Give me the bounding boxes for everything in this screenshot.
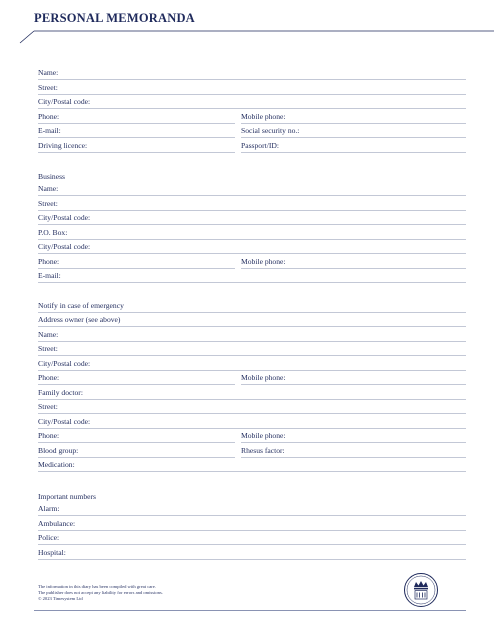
footer-line-2: The publisher does not accept any liability for errors and omissions. xyxy=(38,590,163,595)
doctor-street-label: Street: xyxy=(38,402,58,411)
blood-group-field[interactable] xyxy=(38,444,235,458)
phone-label: Phone: xyxy=(38,112,60,121)
emergency-city-field[interactable] xyxy=(38,357,466,371)
important-heading: Important numbers xyxy=(38,492,96,501)
licence-field[interactable] xyxy=(38,139,235,153)
footer-line-1: The information in this diary has been compiled with great care. xyxy=(38,584,156,589)
emergency-street-label: Street: xyxy=(38,344,58,353)
emergency-phone-field[interactable] xyxy=(38,371,235,385)
emergency-city-label: City/Postal code: xyxy=(38,359,91,368)
medication-field[interactable] xyxy=(38,458,466,472)
family-doctor-label: Family doctor: xyxy=(38,388,83,397)
street-label: Street: xyxy=(38,83,58,92)
business-pobox-field[interactable] xyxy=(38,226,466,240)
emergency-heading xyxy=(38,299,466,313)
doctor-city-label: City/Postal code: xyxy=(38,417,91,426)
rhesus-factor-label: Rhesus factor: xyxy=(241,446,285,455)
doctor-phone-field[interactable] xyxy=(38,429,235,443)
emergency-name-field[interactable] xyxy=(38,328,466,342)
doctor-street-field[interactable] xyxy=(38,400,466,414)
medication-label: Medication: xyxy=(38,460,75,469)
ssn-field[interactable] xyxy=(241,124,466,138)
hospital-label: Hospital: xyxy=(38,548,66,557)
footer-line-3: © 2023 Timesystem Ltd xyxy=(38,596,83,601)
business-heading: Business xyxy=(38,172,66,181)
mobile-label: Mobile phone: xyxy=(241,112,286,121)
bottom-rule xyxy=(34,610,466,611)
email-label: E-mail: xyxy=(38,126,61,135)
business-city-field[interactable] xyxy=(38,211,466,225)
alarm-label: Alarm: xyxy=(38,504,60,513)
address-owner-label: Address owner (see above) xyxy=(38,315,121,324)
blood-group-label: Blood group: xyxy=(38,446,79,455)
business-email-field[interactable] xyxy=(38,269,466,283)
emergency-mobile-label: Mobile phone: xyxy=(241,373,286,382)
phone-field[interactable] xyxy=(38,110,235,124)
page-title: PERSONAL MEMORANDA xyxy=(34,11,195,25)
city-field[interactable] xyxy=(38,95,466,109)
business-street-label: Street: xyxy=(38,199,58,208)
street-field[interactable] xyxy=(38,81,466,95)
family-doctor-field[interactable] xyxy=(38,386,466,400)
business-pobox-label: P.O. Box: xyxy=(38,228,68,237)
police-field[interactable] xyxy=(38,531,466,545)
address-owner-field[interactable] xyxy=(38,313,466,327)
business-name-label: Name: xyxy=(38,184,59,193)
city-label: City/Postal code: xyxy=(38,97,91,106)
mobile-field[interactable] xyxy=(241,110,466,124)
doctor-city-field[interactable] xyxy=(38,415,466,429)
passport-label: Passport/ID: xyxy=(241,141,279,150)
business-phone-label: Phone: xyxy=(38,257,60,266)
doctor-mobile-field[interactable] xyxy=(241,429,466,443)
emergency-phone-label: Phone: xyxy=(38,373,60,382)
emergency-name-label: Name: xyxy=(38,330,59,339)
emergency-heading-label: Notify in case of emergency xyxy=(38,301,124,310)
business-mobile-label: Mobile phone: xyxy=(241,257,286,266)
business-city-label: City/Postal code: xyxy=(38,213,91,222)
alarm-field[interactable] xyxy=(38,502,466,516)
crown-seal-icon xyxy=(403,572,439,608)
business-email-label: E-mail: xyxy=(38,271,61,280)
doctor-mobile-label: Mobile phone: xyxy=(241,431,286,440)
business-mobile-field[interactable] xyxy=(241,255,466,269)
emergency-street-field[interactable] xyxy=(38,342,466,356)
ambulance-field[interactable] xyxy=(38,517,466,531)
ssn-label: Social security no.: xyxy=(241,126,300,135)
licence-label: Driving licence: xyxy=(38,141,88,150)
hospital-field[interactable] xyxy=(38,546,466,560)
passport-field[interactable] xyxy=(241,139,466,153)
emergency-mobile-field[interactable] xyxy=(241,371,466,385)
business-city2-label: City/Postal code: xyxy=(38,242,91,251)
ambulance-label: Ambulance: xyxy=(38,519,76,528)
footer-disclaimer xyxy=(38,584,163,602)
business-name-field[interactable] xyxy=(38,182,466,196)
business-street-field[interactable] xyxy=(38,197,466,211)
police-label: Police: xyxy=(38,533,60,542)
email-field[interactable] xyxy=(38,124,235,138)
doctor-phone-label: Phone: xyxy=(38,431,60,440)
rhesus-factor-field[interactable] xyxy=(241,444,466,458)
name-label: Name: xyxy=(38,68,59,77)
business-city2-field[interactable] xyxy=(38,240,466,254)
business-phone-field[interactable] xyxy=(38,255,235,269)
name-field[interactable] xyxy=(38,66,466,80)
